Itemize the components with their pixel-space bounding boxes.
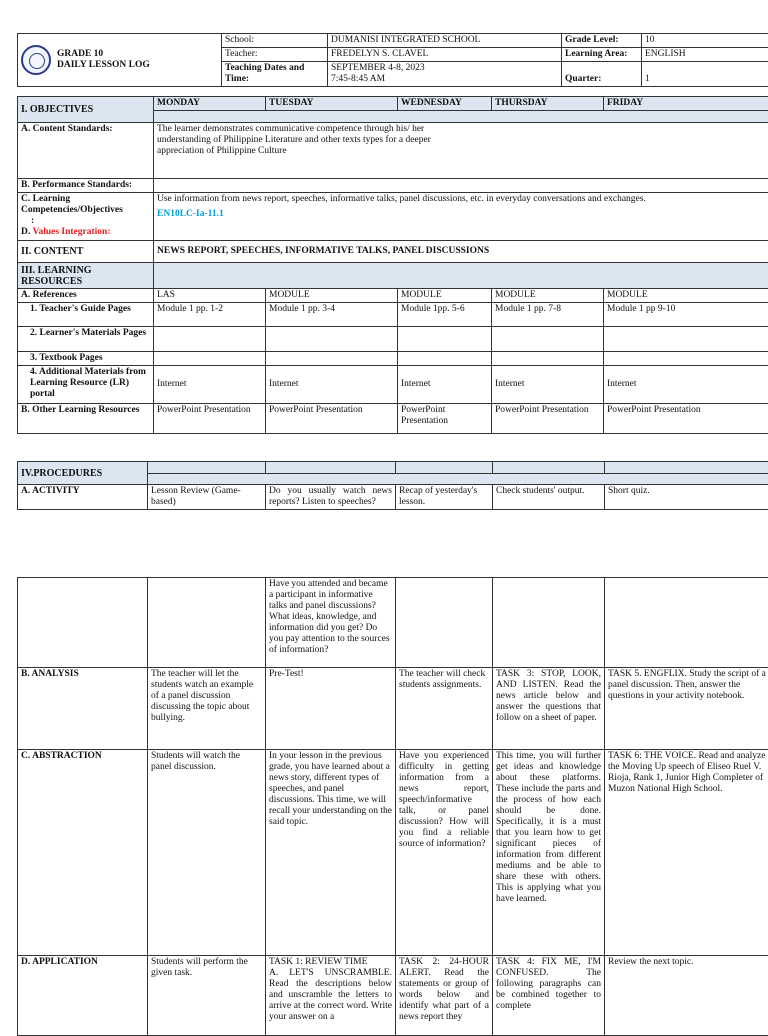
objectives-heading: I. OBJECTIVES — [18, 97, 154, 123]
competencies-body: Use information from news report, speeches, informative talks, panel discussions, etc. in everyday conversations and exchanges. — [157, 194, 768, 205]
competencies-text — [154, 193, 768, 241]
tg-tuesday: Module 1 pp. 3-4 — [266, 303, 398, 327]
school-label: School: — [222, 34, 328, 48]
tg-wednesday: Module 1pp. 5-6 — [398, 303, 492, 327]
activity-thursday: Check students' output. — [493, 485, 605, 510]
procedures-head-3 — [396, 462, 493, 474]
application-label: D. APPLICATION — [18, 956, 148, 1036]
procedures-continued-table — [17, 577, 768, 1036]
activity-cont-thursday — [493, 578, 605, 668]
competencies-label — [18, 193, 154, 241]
resources-heading: III. LEARNING RESOURCES — [18, 263, 154, 289]
application-tuesday: TASK 1: REVIEW TIME A. LET'S UNSCRAMBLE. Read the descriptions below and unscramble the letters to arrive at the correct word. Write your answer on a — [266, 956, 396, 1036]
additional-monday: Internet — [154, 366, 266, 404]
activity-label: A. ACTIVITY — [18, 485, 148, 510]
content-text: NEWS REPORT, SPEECHES, INFORMATIVE TALKS, PANEL DISCUSSIONS — [154, 241, 768, 263]
dates-value-1: SEPTEMBER 4-8, 2023 — [331, 63, 425, 73]
abstraction-thursday: This time, you will further get ideas and knowledge about these platforms. These include the parts and the process of how each should be done. Specifically, it is a must that you learn how to get significant pieces of information from different mediums and be able to share these with others. This is applying what you have learned. — [493, 750, 605, 956]
other-label: B. Other Learning Resources — [18, 404, 154, 434]
dates-value-2: 7:45-8:45 AM — [331, 74, 385, 84]
other-friday: PowerPoint Presentation — [604, 404, 768, 434]
other-monday: PowerPoint Presentation — [154, 404, 266, 434]
dates-value — [328, 62, 562, 87]
deped-seal-icon — [21, 45, 51, 75]
analysis-friday: TASK 5. ENGFLIX. Study the script of a panel discussion. Then, answer the questions in your activity notebook. — [605, 668, 768, 750]
grade-title: GRADE 10 — [57, 49, 103, 59]
procedures-head-4 — [493, 462, 605, 474]
procedures-head-2 — [266, 462, 396, 474]
content-standards-body: The learner demonstrates communicative competence through his/ her understanding of Philippine Literature and other texts types for a deeper appreciation of Philippine Culture — [157, 124, 467, 157]
competencies-label-text: C. Learning Competencies/Objectives — [21, 194, 123, 215]
day-wednesday: WEDNESDAY — [398, 97, 492, 111]
application-friday: Review the next topic. — [605, 956, 768, 1036]
learning-area-value: ENGLISH — [642, 48, 768, 62]
activity-cont-wednesday — [396, 578, 493, 668]
tg-label: 1. Teacher's Guide Pages — [18, 303, 154, 327]
values-integration-label: Values Integration: — [32, 227, 110, 237]
dates-label: Teaching Dates and Time: — [222, 62, 328, 87]
analysis-tuesday: Pre-Test! — [266, 668, 396, 750]
teacher-value: FREDELYN S. CLAVEL — [328, 48, 562, 62]
additional-wednesday: Internet — [398, 366, 492, 404]
content-standards-text — [154, 123, 768, 179]
application-thursday: TASK 4: FIX ME, I'M CONFUSED. The following paragraphs can be combined together to complete — [493, 956, 605, 1036]
main-table — [17, 96, 768, 434]
analysis-label: B. ANALYSIS — [18, 668, 148, 750]
resources-band — [154, 263, 768, 289]
activity-cont-label — [18, 578, 148, 668]
procedures-head-1 — [148, 462, 266, 474]
lm-monday — [154, 327, 266, 352]
values-label-prefix: D. — [21, 227, 32, 237]
competency-code: EN10LC-Ia-11.1 — [157, 209, 768, 220]
procedures-table — [17, 461, 768, 510]
procedures-band — [148, 474, 768, 485]
activity-wednesday: Recap of yesterday's lesson. — [396, 485, 493, 510]
abstraction-friday: TASK 6: THE VOICE. Read and analyze the Moving Up speech of Eliseo Ruel V. Rioja, Rank 1, Junior High Completer of Muzon National High School. — [605, 750, 768, 956]
reference-wednesday: MODULE — [398, 289, 492, 303]
abstraction-label: C. ABSTRACTION — [18, 750, 148, 956]
day-monday: MONDAY — [154, 97, 266, 111]
header-title-cell — [18, 34, 222, 87]
abstraction-wednesday: Have you experienced difficulty in getting information from a news report, speech/informative talk, or panel discussion? How will you find a reliable source of information? — [396, 750, 493, 956]
grade-level-label: Grade Level: — [562, 34, 642, 48]
textbook-monday — [154, 352, 266, 366]
tg-monday: Module 1 pp. 1-2 — [154, 303, 266, 327]
activity-tuesday: Do you usually watch news reports? Listen to speeches? — [266, 485, 396, 510]
additional-friday: Internet — [604, 366, 768, 404]
content-standards-label: A. Content Standards: — [18, 123, 154, 179]
textbook-label: 3. Textbook Pages — [18, 352, 154, 366]
procedures-heading: IV.PROCEDURES — [18, 462, 148, 485]
textbook-tuesday — [266, 352, 398, 366]
learning-area-label: Learning Area: — [562, 48, 642, 62]
references-label: A. References — [18, 289, 154, 303]
objectives-band — [154, 111, 768, 123]
analysis-thursday: TASK 3: STOP, LOOK, AND LISTEN. Read the news article below and answer the questions that follow on a sheet of paper. — [493, 668, 605, 750]
additional-label: 4. Additional Materials from Learning Resource (LR) portal — [18, 366, 154, 404]
school-value: DUMANISI INTEGRATED SCHOOL — [328, 34, 562, 48]
analysis-monday: The teacher will let the students watch an example of a panel discussion discussing the topic about bullying. — [148, 668, 266, 750]
abstraction-tuesday: In your lesson in the previous grade, you have learned about a news story, different types of speeches, and panel discussions. This time, we will recall your understanding on the said topic. — [266, 750, 396, 956]
other-tuesday: PowerPoint Presentation — [266, 404, 398, 434]
log-title: DAILY LESSON LOG — [57, 60, 150, 70]
day-tuesday: TUESDAY — [266, 97, 398, 111]
application-monday: Students will perform the given task. — [148, 956, 266, 1036]
other-wednesday: PowerPoint Presentation — [398, 404, 492, 434]
analysis-wednesday: The teacher will check students assignments. — [396, 668, 493, 750]
competencies-colon: : — [21, 216, 34, 226]
day-thursday: THURSDAY — [492, 97, 604, 111]
activity-cont-monday — [148, 578, 266, 668]
lm-wednesday — [398, 327, 492, 352]
grade-level-value: 10 — [642, 34, 768, 48]
performance-standards-value — [154, 179, 768, 193]
activity-cont-friday — [605, 578, 768, 668]
quarter-label: Quarter: — [562, 62, 642, 87]
reference-monday: LAS — [154, 289, 266, 303]
reference-friday: MODULE — [604, 289, 768, 303]
other-thursday: PowerPoint Presentation — [492, 404, 604, 434]
day-friday: FRIDAY — [604, 97, 768, 111]
quarter-value: 1 — [642, 62, 768, 87]
reference-thursday: MODULE — [492, 289, 604, 303]
tg-friday: Module 1 pp 9-10 — [604, 303, 768, 327]
additional-tuesday: Internet — [266, 366, 398, 404]
performance-standards-label: B. Performance Standards: — [18, 179, 154, 193]
teacher-label: Teacher: — [222, 48, 328, 62]
activity-monday: Lesson Review (Game-based) — [148, 485, 266, 510]
textbook-friday — [604, 352, 768, 366]
activity-friday: Short quiz. — [605, 485, 768, 510]
tg-thursday: Module 1 pp. 7-8 — [492, 303, 604, 327]
textbook-thursday — [492, 352, 604, 366]
additional-thursday: Internet — [492, 366, 604, 404]
lm-thursday — [492, 327, 604, 352]
abstraction-monday: Students will watch the panel discussion. — [148, 750, 266, 956]
application-wednesday: TASK 2: 24-HOUR ALERT. Read the statements or group of words below and identify what part of a news report they — [396, 956, 493, 1036]
lm-friday — [604, 327, 768, 352]
reference-tuesday: MODULE — [266, 289, 398, 303]
content-heading: II. CONTENT — [18, 241, 154, 263]
lm-tuesday — [266, 327, 398, 352]
textbook-wednesday — [398, 352, 492, 366]
procedures-head-5 — [605, 462, 768, 474]
activity-cont-tuesday: Have you attended and became a participant in informative talks and panel discussions? What ideas, knowledge, and information did you get? Do you pay attention to the sources of information? — [266, 578, 396, 668]
header-table — [17, 33, 768, 87]
lm-label: 2. Learner's Materials Pages — [18, 327, 154, 352]
